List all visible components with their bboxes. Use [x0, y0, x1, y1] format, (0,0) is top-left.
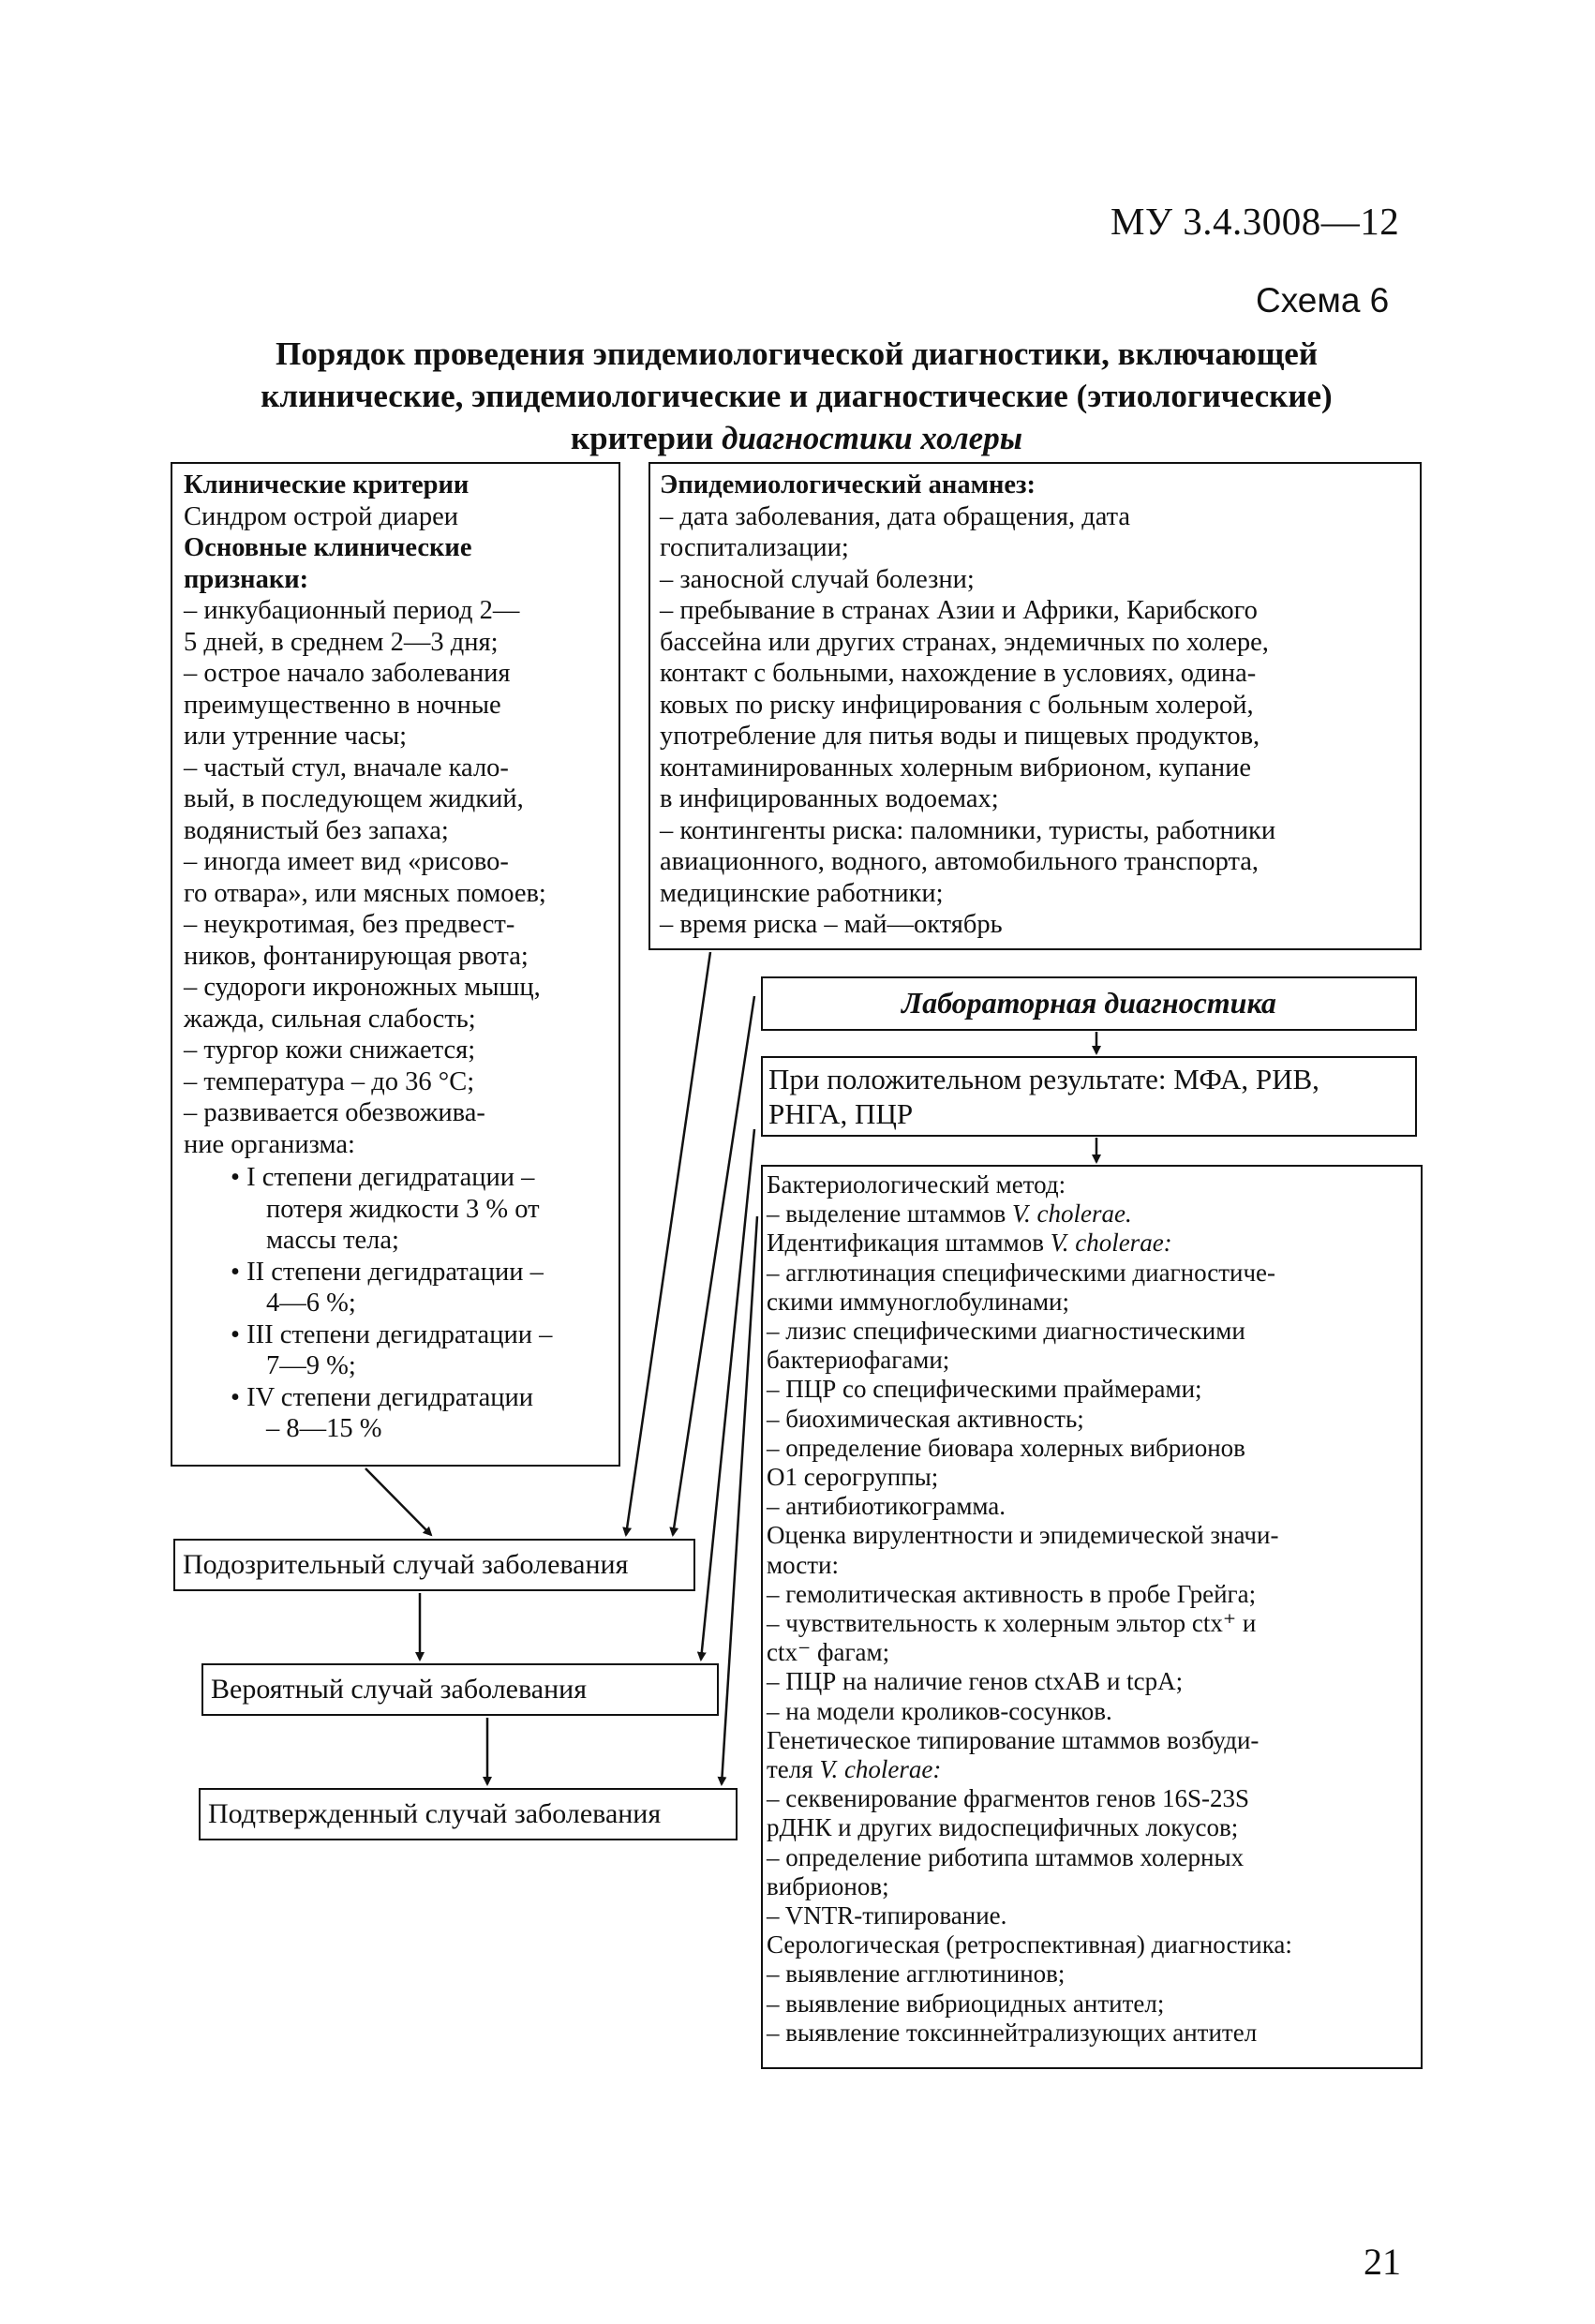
- title-line-1: Порядок проведения эпидемиологической диагностики, включающей: [275, 335, 1319, 372]
- epid-line: в инфицированных водоемах;: [660, 784, 999, 813]
- epid-line: ковых по риску инфицирования с больным холерой,: [660, 690, 1254, 720]
- clinical-sign-line: 5 дней, в среднем 2—3 дня;: [184, 627, 499, 657]
- lab-method-text: – на модели кроликов-сосунков.: [767, 1696, 1112, 1725]
- bullet-icon: •: [231, 1382, 247, 1412]
- clinical-sign-line: ников, фонтанирующая рвота;: [184, 941, 529, 971]
- lab-method-species: V. cholerae:: [819, 1755, 942, 1784]
- clinical-sign-line: вый, в последующем жидкий,: [184, 784, 524, 813]
- clinical-sign-line: – температура – до 36 °С;: [184, 1066, 475, 1096]
- clinical-sign-line: – судороги икроножных мышц,: [184, 973, 541, 1002]
- epid-line: – время риска – май—октябрь: [660, 910, 1003, 939]
- epid-line: контаминированных холерным вибрионом, купание: [660, 752, 1252, 782]
- clinical-syndrome: Синдром острой диареи: [184, 501, 458, 531]
- suspected-case-label: Подозрительный случай заболевания: [183, 1549, 629, 1580]
- clinical-sign-line: жажда, сильная слабость;: [184, 1004, 476, 1034]
- lab-method-text: – выявление агглютининов;: [767, 1959, 1066, 1989]
- lab-method-text: бактериофагами;: [767, 1346, 950, 1375]
- lab-method-text: – VNTR-типирование.: [767, 1901, 1007, 1930]
- dehydration-item-text: II степени дегидратации –: [246, 1257, 544, 1287]
- lab-method-text: – выявление токсиннейтрализующих антител: [767, 2018, 1258, 2047]
- document-code: МУ 3.4.3008—12: [1111, 200, 1400, 243]
- epid-line: госпитализации;: [660, 533, 849, 562]
- clinical-sign-line: водянистый без запаха;: [184, 815, 449, 845]
- lab-method-text: – секвенирование фрагментов генов 16S-23S: [767, 1784, 1249, 1813]
- lab-method-text: Идентификация штаммов: [767, 1229, 1051, 1258]
- clinical-heading: Клинические критерии: [184, 470, 470, 499]
- probable-case-label: Вероятный случай заболевания: [211, 1674, 587, 1705]
- title-line-2: клинические, эпидемиологические и диагностические (этиологические): [261, 378, 1333, 414]
- lab-method-text: – чувствительность к холерным эльтор ctx⁺ и: [767, 1609, 1257, 1638]
- clinical-signs-heading-2: признаки:: [184, 564, 309, 594]
- lab-method-text: вибрионов;: [767, 1871, 889, 1900]
- dehydration-item-text: IV степени дегидратации: [246, 1382, 534, 1412]
- lab-method-text: – выделение штаммов: [767, 1199, 1013, 1229]
- lab-method-text: – ПЦР на наличие генов ctxAB и tcpA;: [767, 1667, 1184, 1696]
- epid-line: – контингенты риска: паломники, туристы, работники: [660, 815, 1276, 845]
- lab-method-text: теля: [767, 1755, 820, 1784]
- clinical-sign-line: – неукротимая, без предвест-: [184, 910, 515, 939]
- epid-line: – дата заболевания, дата обращения, дата: [660, 501, 1131, 531]
- clinical-sign-line: преимущественно в ночные: [184, 690, 501, 720]
- title-line-3-bold: критерии: [571, 420, 714, 456]
- positive-result-line-2: РНГА, ПЦР: [768, 1097, 914, 1130]
- epid-line: – заносной случай болезни;: [660, 564, 975, 594]
- lab-method-text: – ПЦР со специфическими праймерами;: [767, 1375, 1202, 1404]
- clinical-signs-heading: Основные клинические: [184, 533, 472, 562]
- lab-method-text: – выявление вибриоцидных антител;: [767, 1989, 1165, 2018]
- epid-line: контакт с больными, нахождение в условиях, одина-: [660, 659, 1257, 688]
- clinical-sign-line: го отвара», или мясных помоев;: [184, 878, 546, 908]
- clinical-sign-line: – иногда имеет вид «рисово-: [184, 847, 509, 876]
- clinical-sign-line: – развивается обезвожива-: [184, 1098, 485, 1127]
- lab-method-text: скими иммуноглобулинами;: [767, 1287, 1069, 1316]
- lab-method-text: – определение биовара холерных вибрионов: [767, 1433, 1245, 1462]
- page-number: 21: [1364, 2241, 1401, 2283]
- lab-method-text: – гемолитическая активность в пробе Грейга;: [767, 1579, 1257, 1608]
- clinical-sign-line: – острое начало заболевания: [184, 659, 511, 688]
- lab-method-text: ctx⁻ фагам;: [767, 1638, 890, 1667]
- lab-method-text: O1 серогруппы;: [767, 1463, 939, 1492]
- arrow-epid-to-suspected: [626, 952, 710, 1535]
- bullet-icon: •: [231, 1319, 247, 1349]
- dehydration-item-cont: 7—9 %;: [266, 1351, 356, 1380]
- confirmed-case-label: Подтвержденный случай заболевания: [208, 1798, 662, 1829]
- epid-line: – пребывание в странах Азии и Африки, Карибского: [660, 596, 1258, 625]
- dehydration-item-cont: потеря жидкости 3 % от: [266, 1194, 540, 1224]
- lab-method-text: – биохимическая активность;: [767, 1404, 1084, 1433]
- clinical-sign-line: – тургор кожи снижается;: [184, 1035, 476, 1065]
- lab-method-text: – агглютинация специфическими диагностиче-: [767, 1258, 1276, 1287]
- lab-method-text: Серологическая (ретроспективная) диагностика:: [767, 1930, 1292, 1959]
- dehydration-item-cont: – 8—15 %: [266, 1414, 382, 1443]
- lab-diagnostics-title: Лабораторная диагностика: [902, 986, 1276, 1020]
- positive-result-line-1: При положительном результате: МФА, РИВ,: [768, 1063, 1319, 1095]
- dehydration-item-text: III степени дегидратации –: [246, 1319, 553, 1349]
- dehydration-item-text: I степени дегидратации –: [246, 1163, 535, 1192]
- epid-heading: Эпидемиологический анамнез:: [660, 470, 1036, 499]
- lab-method-species: V. cholerae.: [1012, 1199, 1132, 1229]
- clinical-sign-line: ние организма:: [184, 1129, 355, 1159]
- lab-method-text: Бактериологический метод:: [767, 1170, 1066, 1199]
- epid-line: употребление для питья воды и пищевых продуктов,: [660, 722, 1260, 751]
- lab-method-text: рДНК и других видоспецифичных локусов;: [767, 1813, 1239, 1842]
- epid-line: бассейна или других странах, эндемичных по холере,: [660, 627, 1269, 657]
- lab-method-text: мости:: [767, 1550, 839, 1579]
- bullet-icon: •: [231, 1257, 247, 1287]
- scheme-label: Схема 6: [1256, 281, 1390, 320]
- lab-method-text: – определение риботипа штаммов холерных: [767, 1842, 1245, 1871]
- lab-method-text: – лизис специфическими диагностическими: [767, 1317, 1245, 1346]
- epid-line: медицинские работники;: [660, 878, 944, 908]
- clinical-sign-line: – частый стул, вначале кало-: [184, 752, 509, 782]
- bullet-icon: •: [231, 1163, 247, 1192]
- lab-method-text: – антибиотикограмма.: [767, 1492, 1006, 1521]
- arrow-clinical-to-suspected: [365, 1468, 431, 1535]
- arrow-lab-to-confirmed: [722, 1216, 757, 1784]
- clinical-sign-line: или утренние часы;: [184, 722, 408, 751]
- dehydration-item-cont: массы тела;: [266, 1226, 399, 1255]
- dehydration-item-cont: 4—6 %;: [266, 1289, 356, 1318]
- clinical-sign-line: – инкубационный период 2—: [184, 596, 520, 625]
- title-line-3-italic: диагностики холеры: [722, 420, 1022, 456]
- epid-line: авиационного, водного, автомобильного транспорта,: [660, 847, 1260, 876]
- lab-method-text: Оценка вирулентности и эпидемической значи-: [767, 1521, 1279, 1550]
- lab-method-species: V. cholerae:: [1050, 1229, 1172, 1258]
- lab-method-text: Генетическое типирование штаммов возбуди-: [767, 1725, 1260, 1754]
